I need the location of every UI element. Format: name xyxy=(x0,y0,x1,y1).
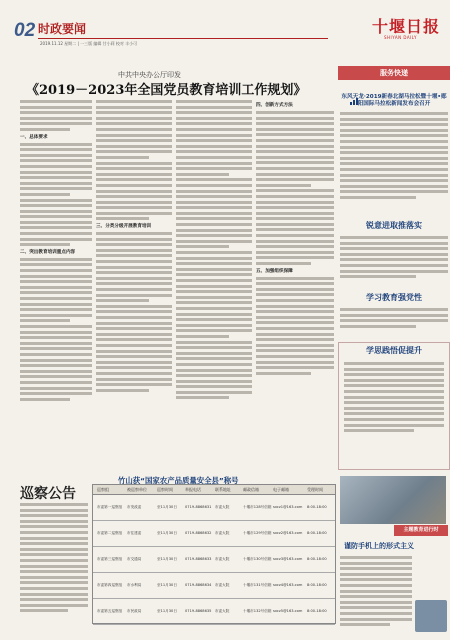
table-cell: 十堰市131号信箱 xyxy=(243,583,272,587)
bottom-headline: 竹山获“国家农产品质量安全县”称号 xyxy=(118,476,239,485)
table-cell: 市民政局 xyxy=(127,609,142,613)
dateline: 2019.11.12 星期二 | 一三版 编辑 甘小莉 校对 丰小可 xyxy=(40,41,138,46)
table-cell: 市委大院 xyxy=(215,609,230,613)
table-cell: 市委大院 xyxy=(215,531,230,535)
table-cell: 市委第五巡察组 xyxy=(97,609,123,613)
table-cell: 市交通局 xyxy=(127,557,142,561)
qr-code-image xyxy=(415,600,447,632)
table-cell: sxcz1@163.com xyxy=(273,505,303,509)
table-cell: 0719-8868631 xyxy=(185,505,212,509)
table-cell: 市委第三巡察组 xyxy=(97,557,123,561)
table-cell: 十堰市129号信箱 xyxy=(243,531,272,535)
inspection-table xyxy=(92,484,336,624)
table-header-cell: 巡察组 xyxy=(97,487,109,492)
section-title: 时政要闻 xyxy=(38,22,87,36)
table-row xyxy=(93,521,335,547)
table-cell: 0719-8868632 xyxy=(185,531,212,535)
lead-headline: 《2019－2023年全国党员教育培训工作规划》 xyxy=(26,83,307,98)
lead-subhead: 二、突出教育培训重点内容 xyxy=(20,249,76,255)
table-cell: 8:00-18:00 xyxy=(307,505,327,509)
masthead-logo: 十堰日报 xyxy=(372,17,441,36)
table-cell: 至11月30日 xyxy=(157,505,177,509)
table-cell: 十堰市132号信箱 xyxy=(243,609,272,613)
table-cell: 市委大院 xyxy=(215,583,230,587)
table-cell: 市委第一巡察组 xyxy=(97,505,123,509)
table-cell: 市委第二巡察组 xyxy=(97,531,123,535)
lead-subhead: 一、总体要求 xyxy=(20,134,48,140)
lead-column-1 xyxy=(20,100,92,470)
theme-banner: 主题教育进行时 xyxy=(394,525,448,536)
sidebar-story-body xyxy=(340,236,448,290)
page-number: 02 xyxy=(14,20,36,41)
section-rule xyxy=(38,38,328,39)
table-cell: 8:00-18:00 xyxy=(307,583,327,587)
table-cell: 0719-8868634 xyxy=(185,583,212,587)
table-cell: 市水利局 xyxy=(127,583,142,587)
lead-subhead: 五、加强组织保障 xyxy=(256,268,293,274)
table-header-cell: 受理时间 xyxy=(307,487,323,492)
table-header-cell: 电子邮箱 xyxy=(273,487,289,492)
table-header-cell: 被巡察单位 xyxy=(127,487,147,492)
table-cell: 市住建委 xyxy=(127,531,142,535)
sidebar-story-headline: 学思践悟促提升 xyxy=(366,346,422,355)
table-header xyxy=(93,485,335,495)
sidebar-story-headline: 锐意进取推落实 xyxy=(366,221,422,230)
table-row xyxy=(93,547,335,573)
lead-column-4 xyxy=(256,100,334,470)
table-cell: 8:00-18:00 xyxy=(307,609,327,613)
news-photo xyxy=(340,476,446,524)
sidebar-title: 服务快递 xyxy=(338,66,450,80)
table-cell: 十堰市130号信箱 xyxy=(243,557,272,561)
table-cell: 至11月30日 xyxy=(157,557,177,561)
table-cell: 0719-8868633 xyxy=(185,557,212,561)
table-header-cell: 巡察时间 xyxy=(157,487,173,492)
table-row xyxy=(93,495,335,521)
table-cell: 市委大院 xyxy=(215,505,230,509)
table-cell: 市发改委 xyxy=(127,505,142,509)
table-header-cell: 联系地址 xyxy=(215,487,231,492)
table-cell: 至11月30日 xyxy=(157,531,177,535)
lead-column-3 xyxy=(176,100,252,470)
table-row xyxy=(93,599,335,625)
sidebar-story-body xyxy=(340,308,448,338)
table-cell: sxcz4@163.com xyxy=(273,583,303,587)
table-header-cell: 邮政信箱 xyxy=(243,487,259,492)
table-cell: sxcz5@163.com xyxy=(273,609,303,613)
lead-subhead: 四、创新方式方法 xyxy=(256,103,293,108)
table-cell: 至11月30日 xyxy=(157,583,177,587)
table-cell: sxcz3@163.com xyxy=(273,557,303,561)
table-cell: 至11月30日 xyxy=(157,609,177,613)
table-row xyxy=(93,573,335,599)
table-cell: sxcz2@163.com xyxy=(273,531,303,535)
notice-title: 巡察公告 xyxy=(20,486,76,502)
table-cell: 市委大院 xyxy=(215,557,230,561)
lead-kicker: 中共中央办公厅印发 xyxy=(118,71,181,79)
commentary-body xyxy=(340,556,412,632)
table-cell: 市委第四巡察组 xyxy=(97,583,123,587)
lead-subhead: 三、分类分级开展教育培训 xyxy=(96,224,152,230)
table-cell: 8:00-18:00 xyxy=(307,557,327,561)
sidebar-story-headline: 学习教育强党性 xyxy=(366,293,422,302)
lead-column-2 xyxy=(96,100,172,470)
sidebar-story-headline: 东风天龙·2019新春北湖马拉松暨十堰•郧阳国际马拉松新闻发布会召开 xyxy=(341,94,447,107)
sidebar-story-body xyxy=(340,112,448,212)
masthead-subtitle: SHIYAN DAILY xyxy=(384,35,417,40)
table-cell: 十堰市128号信箱 xyxy=(243,505,272,509)
table-cell: 0719-8868635 xyxy=(185,609,212,613)
notice-body xyxy=(20,503,88,625)
page-header xyxy=(0,0,450,52)
commentary-headline: 谨防手机上的形式主义 xyxy=(344,542,414,550)
sidebar-story-body xyxy=(344,362,444,458)
table-header-cell: 举报电话 xyxy=(185,487,201,492)
table-cell: 8:00-18:00 xyxy=(307,531,327,535)
